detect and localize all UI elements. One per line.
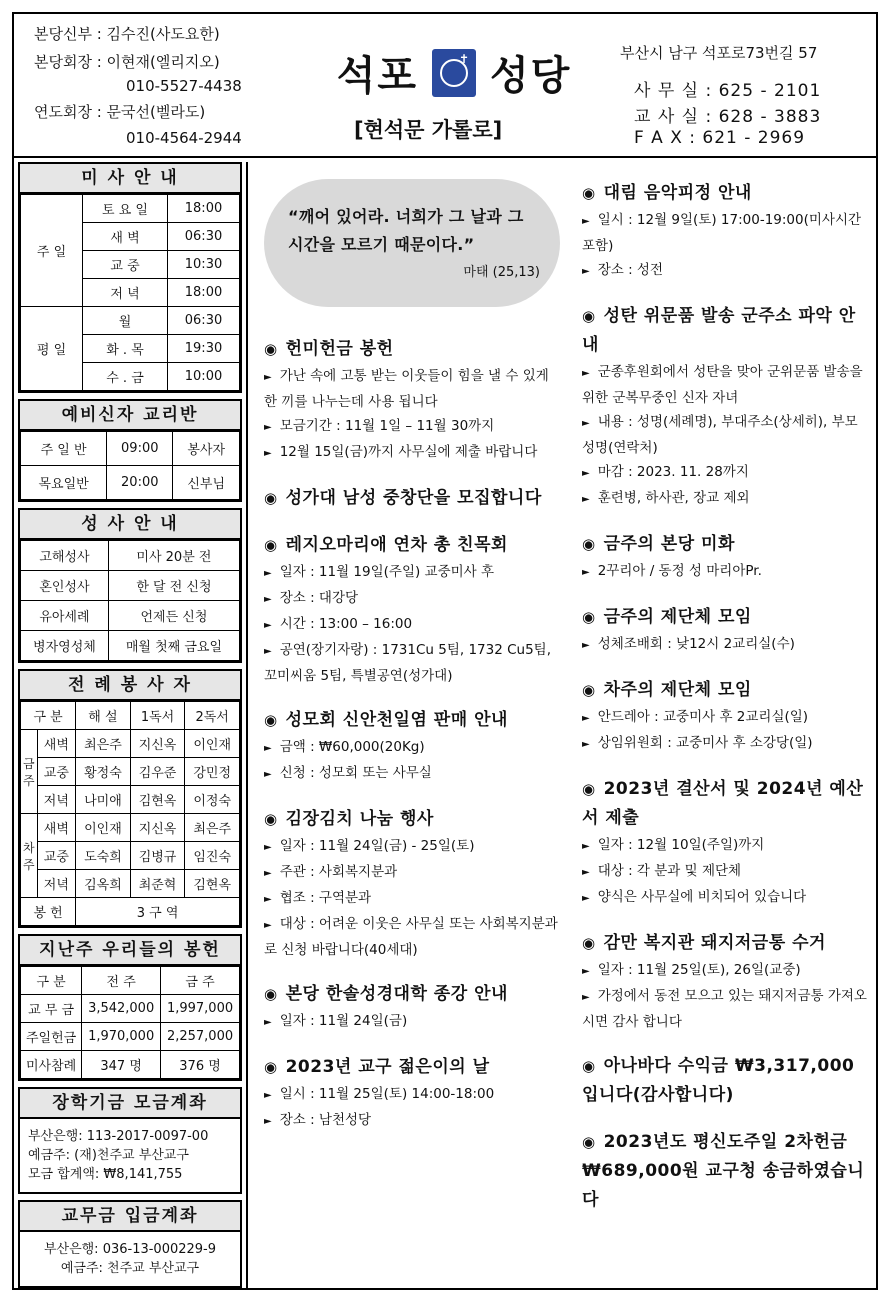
- table-cell: 도숙희: [76, 842, 131, 870]
- notice-item: ► 일자 : 11월 19일(주일) 교중미사 후: [264, 564, 495, 580]
- notice-title: ◉ 성모회 신안천일염 판매 안내: [264, 710, 508, 730]
- bullet-icon: ◉: [264, 536, 278, 554]
- offering-title: 지난주 우리들의 봉헌: [18, 934, 242, 966]
- notice-item: ► 대상 : 어려운 이웃은 사무실 또는 사회복지분과로 신청 바랍니다(40세대): [264, 916, 558, 958]
- notice-item: ► 금액 : ₩60,000(20Kg): [264, 739, 425, 755]
- arrow-icon: ►: [582, 739, 590, 750]
- notice-item: ► 12월 15일(금)까지 사무실에 제출 바랍니다: [264, 444, 538, 460]
- table-cell: 구 분: [21, 967, 82, 995]
- table-cell: 교중: [37, 758, 76, 786]
- church-name-left: 석포: [336, 53, 418, 99]
- table-cell: 18:00: [168, 279, 240, 307]
- arrow-icon: ►: [582, 966, 590, 977]
- notice-item: ► 안드레아 : 교중미사 후 2교리실(일): [582, 709, 809, 725]
- week-label: 금주: [21, 730, 38, 814]
- notice-section: [582, 929, 868, 1034]
- table-cell: 김옥희: [76, 870, 131, 898]
- arrow-icon: ►: [264, 620, 272, 631]
- table-cell: 주일헌금: [21, 1023, 82, 1051]
- table-cell: 미사 20분 전: [108, 541, 239, 571]
- scholarship-total: 모금 합계액: ₩8,141,755: [28, 1167, 183, 1182]
- catechumen-class: [18, 399, 242, 502]
- bullet-icon: ◉: [582, 934, 596, 952]
- arrow-icon: ►: [582, 494, 590, 505]
- notice-item: ► 일시 : 11월 25일(토) 14:00-18:00: [264, 1086, 495, 1102]
- arrow-icon: ►: [264, 568, 272, 579]
- left-column: [18, 162, 242, 1294]
- table-cell: 금 주: [161, 967, 240, 995]
- notice-title: ◉ 성탄 위문품 발송 군주소 파악 안내: [582, 306, 856, 355]
- table-cell: 교 중: [83, 251, 168, 279]
- table-cell: 교중: [37, 842, 76, 870]
- table-cell: 2독서: [185, 702, 240, 730]
- dues-bank: 부산은행: 036-13-000229-9: [43, 1242, 217, 1257]
- address: 부산시 남구 석포로73번길 57: [620, 44, 818, 62]
- bullet-icon: ◉: [582, 307, 596, 325]
- table-cell: 저 녁: [83, 279, 168, 307]
- table-cell: 이인재: [76, 814, 131, 842]
- arrow-icon: ►: [264, 842, 272, 853]
- notice-item: ► 협조 : 구역분과: [264, 890, 372, 906]
- mass-title: 미 사 안 내: [18, 162, 242, 194]
- table-cell: 임진숙: [185, 842, 240, 870]
- notice-item: ► 마감 : 2023. 11. 28까지: [582, 464, 749, 480]
- table-cell: 3,542,000: [82, 995, 161, 1023]
- table-cell: 이정숙: [185, 786, 240, 814]
- table-cell: 해 설: [76, 702, 131, 730]
- table-cell: 혼인성사: [21, 571, 109, 601]
- arrow-icon: ►: [264, 448, 272, 459]
- notice-section: [582, 1052, 868, 1110]
- week-label: 차주: [21, 814, 38, 898]
- table-cell: 강민정: [185, 758, 240, 786]
- scholarship-title: 장학기금 모금계좌: [18, 1087, 242, 1119]
- notice-item: ► 주관 : 사회복지분과: [264, 864, 398, 880]
- liturgy-title: 전 례 봉 사 자: [18, 669, 242, 701]
- bullet-icon: ◉: [264, 711, 278, 729]
- notice-section: [582, 302, 868, 512]
- table-cell: 10:00: [168, 363, 240, 391]
- table-cell: 김현옥: [130, 786, 185, 814]
- diocese-logo-icon: ✝: [432, 49, 476, 97]
- notice-title: ◉ 2023년도 평신도주일 2차헌금 ₩689,000원 교구청 송금하였습니다: [582, 1132, 865, 1210]
- sacrament-table: [20, 540, 240, 661]
- church-title: [319, 44, 589, 101]
- offering-duty-value: 3 구 역: [76, 898, 240, 926]
- table-cell: 신부님: [173, 466, 240, 500]
- table-cell: 최은주: [185, 814, 240, 842]
- table-cell: 한 달 전 신청: [108, 571, 239, 601]
- notice-item: ► 훈련병, 하사관, 장교 제외: [582, 490, 750, 506]
- patron-name: [현석문 가롤로]: [354, 118, 503, 142]
- table-cell: 수 . 금: [83, 363, 168, 391]
- table-cell: 주 일 반: [21, 432, 107, 466]
- liturgy-table: [20, 701, 240, 926]
- offering-duty-label: 봉 헌: [21, 898, 76, 926]
- arrow-icon: ►: [264, 920, 272, 931]
- notice-item: ► 성체조배회 : 낮12시 2교리실(수): [582, 636, 795, 652]
- arrow-icon: ►: [582, 468, 590, 479]
- table-cell: 유아세례: [21, 601, 109, 631]
- table-cell: 06:30: [168, 307, 240, 335]
- table-cell: 19:30: [168, 335, 240, 363]
- notice-section: [264, 484, 564, 513]
- quote-source: 마태 (25,13): [463, 265, 540, 280]
- table-cell: 이인재: [185, 730, 240, 758]
- table-cell: 전 주: [82, 967, 161, 995]
- table-cell: 봉사자: [173, 432, 240, 466]
- table-cell: 2,257,000: [161, 1023, 240, 1051]
- arrow-icon: ►: [582, 713, 590, 724]
- table-cell: 병자영성체: [21, 631, 109, 661]
- table-cell: 새벽: [37, 814, 76, 842]
- arrow-icon: ►: [582, 567, 590, 578]
- arrow-icon: ►: [264, 769, 272, 780]
- pastor-text: 본당신부 : 김수진(사도요한): [34, 25, 220, 43]
- notice-title: ◉ 헌미헌금 봉헌: [264, 339, 394, 359]
- table-cell: 매월 첫째 금요일: [108, 631, 239, 661]
- table-cell: 교 무 금: [21, 995, 82, 1023]
- arrow-icon: ►: [582, 216, 590, 227]
- arrow-icon: ►: [264, 868, 272, 879]
- bullet-icon: ◉: [264, 340, 278, 358]
- column-divider: [246, 162, 248, 1290]
- notice-item: ► 신청 : 성모회 또는 사무실: [264, 765, 432, 781]
- table-cell: 김병규: [130, 842, 185, 870]
- table-cell: 언제든 신청: [108, 601, 239, 631]
- notice-section: [582, 1128, 868, 1215]
- arrow-icon: ►: [582, 992, 590, 1003]
- union-phone: 010-4564-2944: [126, 129, 242, 147]
- arrow-icon: ►: [264, 894, 272, 905]
- notice-section: [264, 706, 564, 787]
- chairman-text: 본당회장 : 이현재(엘리지오): [34, 53, 220, 71]
- table-cell: 376 명: [161, 1051, 240, 1079]
- notice-section: [264, 805, 564, 962]
- arrow-icon: ►: [582, 266, 590, 277]
- table-cell: 나미애: [76, 786, 131, 814]
- bullet-icon: ◉: [264, 810, 278, 828]
- arrow-icon: ►: [264, 1017, 272, 1028]
- notice-item: ► 모금기간 : 11월 1일 – 11월 30까지: [264, 418, 495, 434]
- table-cell: 10:30: [168, 251, 240, 279]
- notice-title: ◉ 금주의 본당 미화: [582, 534, 735, 554]
- scholarship-holder: 예금주: (재)천주교 부산교구: [28, 1148, 189, 1163]
- arrow-icon: ►: [264, 422, 272, 433]
- table-cell: 347 명: [82, 1051, 161, 1079]
- notice-item: ► 양식은 사무실에 비치되어 있습니다: [582, 889, 807, 905]
- notice-section: [264, 531, 564, 688]
- table-header: 구 분: [21, 702, 76, 730]
- notice-title: ◉ 금주의 제단체 모임: [582, 607, 752, 627]
- arrow-icon: ►: [264, 743, 272, 754]
- table-cell: 최준혁: [130, 870, 185, 898]
- notice-section: [582, 603, 868, 658]
- notice-title: ◉ 본당 한솔성경대학 종강 안내: [264, 984, 508, 1004]
- table-cell: 새 벽: [83, 223, 168, 251]
- table-cell: 저녁: [37, 870, 76, 898]
- dues-holder: 예금주: 천주교 부산교구: [60, 1261, 200, 1276]
- arrow-icon: ►: [264, 646, 272, 657]
- table-cell: 18:00: [168, 195, 240, 223]
- gospel-quote: [264, 179, 560, 307]
- notice-title: ◉ 레지오마리애 연차 총 친목회: [264, 535, 508, 555]
- bullet-icon: ◉: [264, 489, 278, 507]
- table-cell: 지신옥: [130, 730, 185, 758]
- table-cell: 화 . 목: [83, 335, 168, 363]
- notice-section: [582, 530, 868, 585]
- notice-title: ◉ 감만 복지관 돼지저금통 수거: [582, 933, 826, 953]
- union-chief-text: 연도회장 : 문국선(벨라도): [34, 103, 206, 121]
- bullet-icon: ◉: [582, 780, 596, 798]
- teacher-phone: 교 사 실 : 628 - 3883: [634, 107, 822, 127]
- right-column: [582, 179, 868, 1233]
- arrow-icon: ►: [582, 867, 590, 878]
- dues-title: 교무금 입금계좌: [18, 1200, 242, 1232]
- table-cell: 1,970,000: [82, 1023, 161, 1051]
- bullet-icon: ◉: [582, 535, 596, 553]
- arrow-icon: ►: [582, 418, 590, 429]
- notice-title: ◉ 대림 음악피정 안내: [582, 183, 752, 203]
- notice-title: ◉ 아나바다 수익금 ₩3,317,000입니다(감사합니다): [582, 1056, 855, 1105]
- bullet-icon: ◉: [582, 184, 596, 202]
- arrow-icon: ►: [582, 841, 590, 852]
- arrow-icon: ►: [582, 640, 590, 651]
- mass-table: [20, 194, 240, 391]
- arrow-icon: ►: [264, 1116, 272, 1127]
- notice-item: ► 장소 : 남천성당: [264, 1112, 372, 1128]
- table-cell: 고해성사: [21, 541, 109, 571]
- notice-item: ► 2꾸리아 / 동정 성 마리아Pr.: [582, 563, 762, 579]
- bullet-icon: ◉: [582, 1133, 596, 1151]
- notice-item: ► 일시 : 12월 9일(토) 17:00-19:00(미사시간 포함): [582, 212, 862, 254]
- notice-title: ◉ 차주의 제단체 모임: [582, 680, 752, 700]
- sunday-label: 주 일: [21, 195, 83, 307]
- quote-text: “깨어 있어라. 너희가 그 날과 그 시간을 모르기 때문이다.”: [288, 207, 524, 254]
- table-cell: 황정숙: [76, 758, 131, 786]
- table-cell: 월: [83, 307, 168, 335]
- weekday-label: 평 일: [21, 307, 83, 391]
- table-cell: 김우준: [130, 758, 185, 786]
- notice-item: ► 상임위원회 : 교중미사 후 소강당(일): [582, 735, 813, 751]
- notice-item: ► 공연(장기자랑) : 1731Cu 5팀, 1732 Cu5팀, 꼬미씨움 5팀, 특별공연(성가대): [264, 642, 552, 684]
- bullet-icon: ◉: [264, 985, 278, 1003]
- bullet-icon: ◉: [582, 1057, 596, 1075]
- table-cell: 김현옥: [185, 870, 240, 898]
- notice-item: ► 일자 : 11월 24일(금) - 25일(토): [264, 838, 475, 854]
- notice-title: ◉ 성가대 남성 중창단을 모집합니다: [264, 488, 542, 508]
- notice-title: ◉ 김장김치 나눔 행사: [264, 809, 434, 829]
- notice-item: ► 대상 : 각 분과 및 제단체: [582, 863, 742, 879]
- notice-item: ► 장소 : 대강당: [264, 590, 359, 606]
- notice-section: [264, 980, 564, 1035]
- offering-table: [20, 966, 240, 1079]
- church-name-right: 성당: [490, 53, 572, 99]
- notice-title: ◉ 2023년 결산서 및 2024년 예산서 제출: [582, 779, 864, 828]
- arrow-icon: ►: [264, 1090, 272, 1101]
- notice-item: ► 장소 : 성전: [582, 262, 663, 278]
- sacrament-title: 성 사 안 내: [18, 508, 242, 540]
- notice-section: [582, 775, 868, 911]
- arrow-icon: ►: [264, 594, 272, 605]
- table-cell: 토 요 일: [83, 195, 168, 223]
- notice-section: [582, 676, 868, 757]
- fax-number: F A X : 621 - 2969: [634, 128, 806, 148]
- table-cell: 1,997,000: [161, 995, 240, 1023]
- table-cell: 저녁: [37, 786, 76, 814]
- bullet-icon: ◉: [582, 681, 596, 699]
- mass-schedule: [18, 162, 242, 393]
- catechumen-title: 예비신자 교리반: [18, 399, 242, 431]
- notice-item: ► 군종후원회에서 성탄을 맞아 군위문품 발송을 위한 군복무중인 신자 자녀: [582, 364, 863, 406]
- chairman-phone: 010-5527-4438: [126, 77, 242, 95]
- table-cell: 06:30: [168, 223, 240, 251]
- scholarship-bank: 부산은행: 113-2017-0097-00: [28, 1129, 209, 1144]
- bullet-icon: ◉: [264, 1058, 278, 1076]
- table-cell: 20:00: [107, 466, 173, 500]
- notice-item: ► 일자 : 11월 25일(토), 26일(교중): [582, 962, 801, 978]
- notice-title: ◉ 2023년 교구 젊은이의 날: [264, 1057, 490, 1077]
- notice-section: [264, 1053, 564, 1134]
- office-phone: 사 무 실 : 625 - 2101: [634, 81, 822, 101]
- scholarship-account: [18, 1087, 242, 1194]
- notice-item: ► 일자 : 11월 24일(금): [264, 1013, 408, 1029]
- table-cell: 최은주: [76, 730, 131, 758]
- catechumen-table: [20, 431, 240, 500]
- bullet-icon: ◉: [582, 608, 596, 626]
- header: [14, 14, 876, 158]
- sacrament-info: [18, 508, 242, 663]
- bulletin-frame: [12, 12, 878, 1290]
- notice-item: ► 내용 : 성명(세례명), 부대주소(상세히), 부모성명(연락처): [582, 414, 858, 456]
- table-cell: 지신옥: [130, 814, 185, 842]
- notice-item: ► 가난 속에 고통 받는 이웃들이 힘을 낼 수 있게 한 끼를 나누는데 사용 됩니다: [264, 368, 549, 410]
- table-cell: 새벽: [37, 730, 76, 758]
- dues-account: [18, 1200, 242, 1288]
- table-cell: 목요일반: [21, 466, 107, 500]
- liturgy-servers: [18, 669, 242, 928]
- offering-summary: [18, 934, 242, 1081]
- notice-item: ► 일자 : 12월 10일(주일)까지: [582, 837, 765, 853]
- arrow-icon: ►: [582, 368, 590, 379]
- arrow-icon: ►: [264, 372, 272, 383]
- table-cell: 1독서: [130, 702, 185, 730]
- notice-section: [264, 335, 564, 466]
- middle-column: [264, 179, 564, 1152]
- arrow-icon: ►: [582, 893, 590, 904]
- notice-item: ► 시간 : 13:00 – 16:00: [264, 616, 413, 632]
- table-cell: 미사참례: [21, 1051, 82, 1079]
- notice-section: [582, 179, 868, 284]
- table-cell: 09:00: [107, 432, 173, 466]
- notice-item: ► 가정에서 동전 모으고 있는 돼지저금통 가져오시면 감사 합니다: [582, 988, 867, 1030]
